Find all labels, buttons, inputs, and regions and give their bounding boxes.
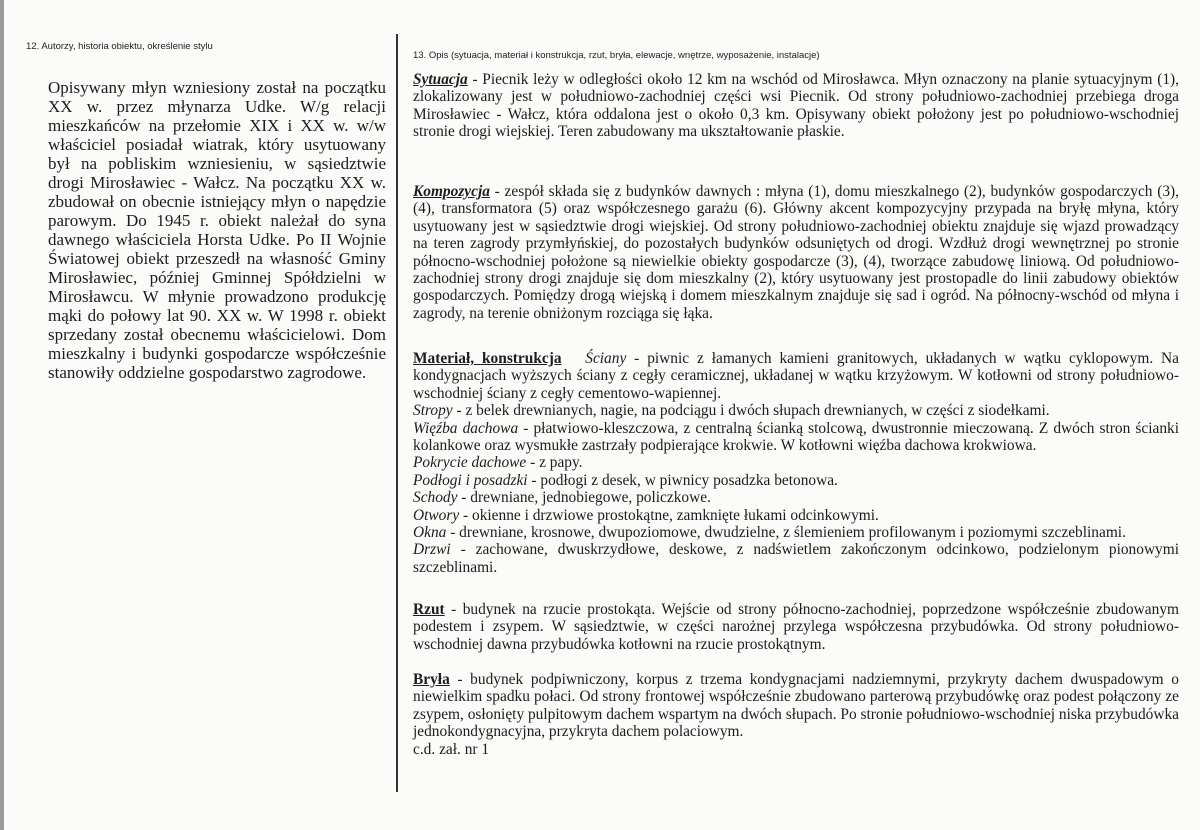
material-item-text: - z papy. <box>526 454 583 472</box>
section-material <box>413 350 1179 576</box>
section-kompozycja <box>413 183 1179 322</box>
material-item-label: Otwory <box>413 506 460 524</box>
material-item-text: - zachowane, dwuskrzydłowe, deskowe, z nadświetlem zakończonym odcinkowo, podzielonym pionowymi szczeblinami. <box>413 541 1179 576</box>
material-heading: Materiał, konstrukcja <box>413 350 562 367</box>
section-rzut <box>413 601 1179 653</box>
material-item-text: - piwnic z łamanych kamieni granitowych, układanych w wątku cyklopowym. Na kondygnacjach wyższych ściany z cegły ceramicznej, układanej w wątku krzyżowym. W kotłowni od strony południowo-wschodniej ściany z cegły cementowo-wapiennej. <box>413 350 1180 402</box>
rzut-text: - budynek na rzucie prostokąta. Wejście od strony północno-zachodniej, poprzedzone współcześnie zbudowanym podestem i zsypem. W sąsiedztwie, w części narożnej przylega współczesna przybudówka. Od strony południowo-wschodniej dawna przybudówka kotłowni na rzucie prostokątnym. <box>413 601 1179 653</box>
continuation-note: c.d. zał. nr 1 <box>413 740 490 758</box>
material-item-label: Schody <box>413 489 458 507</box>
rzut-heading: Rzut <box>413 601 445 618</box>
sytuacja-heading: Sytuacja <box>413 71 468 88</box>
history-text: Opisywany młyn wzniesiony został na początku XX w. przez młynarza Udke. W/g relacji mieszkańców na przełomie XIX i XX w. w/w właściciel posiadał wiatrak, który usytuowany był na pobliskim wzniesieniu, w sąsiedztwie drogi Mirosławiec - Wałcz. Na początku XX w. zbudował on obecnie istniejący młyn o napędzie parowym. Do 1945 r. obiekt należał do syna dawnego właściciela Horsta Udke. Po II Wojnie Światowej obiekt przeszedł na własność Gminy Mirosławiec, później Gminnej Spółdzielni w Mirosławcu. W młynie prowadzono produkcję mąki do połowy lat 90. XX w. W 1998 r. obiekt sprzedany został obecnemu właścicielowi. Dom mieszkalny i budynki gospodarcze współcześnie stanowiły oddzielne gospodarstwo zagrodowe. <box>48 78 386 382</box>
material-item-text: - drewniane, krosnowe, dwupoziomowe, dwudzielne, z ślemieniem profilowanym i poziomymi szczeblinami. <box>446 524 1126 542</box>
material-item-text: - podłogi z desek, w piwnicy posadzka betonowa. <box>527 471 838 489</box>
sytuacja-text: - Piecnik leży w odległości około 12 km na wschód od Mirosławca. Młyn oznaczony na planie sytuacyjnym (1), zlokalizowany jest w południowo-zachodniej części wsi Piecnik. Od strony południowo-zachodniej przebiega droga Mirosławiec - Wałcz, która oddalona jest o około 0,3 km. Opisywany obiekt położony jest po południowo-wschodniej stronie drogi wiejskiej. Teren zabudowany ma ukształtowanie płaskie. <box>413 71 1179 141</box>
column-divider <box>396 34 398 792</box>
material-item-text: - z belek drewnianych, nagie, na podciągu i dwóch słupach drewnianych, w części z siodełkami. <box>452 402 1050 420</box>
left-section-header: 12. Autorzy, historia obiektu, określenie stylu <box>26 41 213 52</box>
material-item-label: Stropy <box>413 402 453 420</box>
scan-edge <box>0 0 4 830</box>
kompozycja-heading: Kompozycja <box>413 183 490 200</box>
material-item-label: Ściany <box>585 350 627 367</box>
bryla-text: - budynek podpiwniczony, korpus z trzema kondygnacjami nadziemnymi, przykryty dachem dwuspadowym o niewielkim spadku połaci. Od strony frontowej współcześnie zbudowano parterową przybudówkę oraz podest połączony ze zsypem, osłonięty pulpitowym dachem wspartym na dwóch słupach. Po stronie południowo-wschodniej niska przybudówka jednokondygnacyjna, przykryta dachem polaciowym. <box>413 671 1179 741</box>
right-section-header: 13. Opis (sytuacja, materiał i konstrukcja, rzut, bryła, elewacje, wnętrze, wyposażenie, instalacje) <box>413 50 820 61</box>
kompozycja-text: - zespół składa się z budynków dawnych : młyna (1), domu mieszkalnego (2), budynków gospodarczych (3), (4), transformatora (5) oraz współczesnego garażu (6). Główny akcent kompozycyjny przypada na bryłę młyna, który usytuowany jest w sąsiedztwie drogi wiejskiej. Od strony południowo-zachodniej obiektu znajduje się wjazd prowadzący na teren zagrody przymłyńskiej, do pozostałych budynków odsuniętych od drogi. Wzdłuż drogi wewnętrznej po stronie północno-wschodniej położone są niewielkie obiekty gospodarcze (3), (4), tworzące zabudowę liniową. Od południowo-zachodniej strony drogi znajduje się dom mieszkalny (2), który usytuowany jest prostopadle do linii zabudowy obiektów gospodarczych. Pomiędzy drogą wiejską i domem mieszkalnym znajduje się sad i ogród. Na północny-wschód od młyna i zagrody, na terenie obniżonym rozciąga się łąka. <box>413 183 1179 322</box>
bryla-heading: Bryła <box>413 671 450 688</box>
material-item-text: - drewniane, jednobiegowe, policzkowe. <box>457 489 711 507</box>
material-item-text: - płatwiowo-kleszczowa, z centralną ścianką stolcową, dwustronnie mieczowaną. Z dwóch stron ścianki kolankowe oraz wysmukłe zastrzały podpierające krokwie. W kotłowni więźba dachowa krokwiowa. <box>413 419 1179 455</box>
section-bryla <box>413 671 1179 758</box>
material-item-label: Okna <box>413 524 447 542</box>
material-item-label: Drzwi <box>413 541 451 559</box>
section-sytuacja <box>413 71 1179 141</box>
material-item-label: Podłogi i posadzki <box>413 471 528 489</box>
material-item-label: Pokrycie dachowe <box>413 454 527 472</box>
material-item-label: Więźba dachowa <box>413 419 519 437</box>
material-item-text: - okienne i drzwiowe prostokątne, zamknięte łukami odcinkowymi. <box>459 506 879 524</box>
